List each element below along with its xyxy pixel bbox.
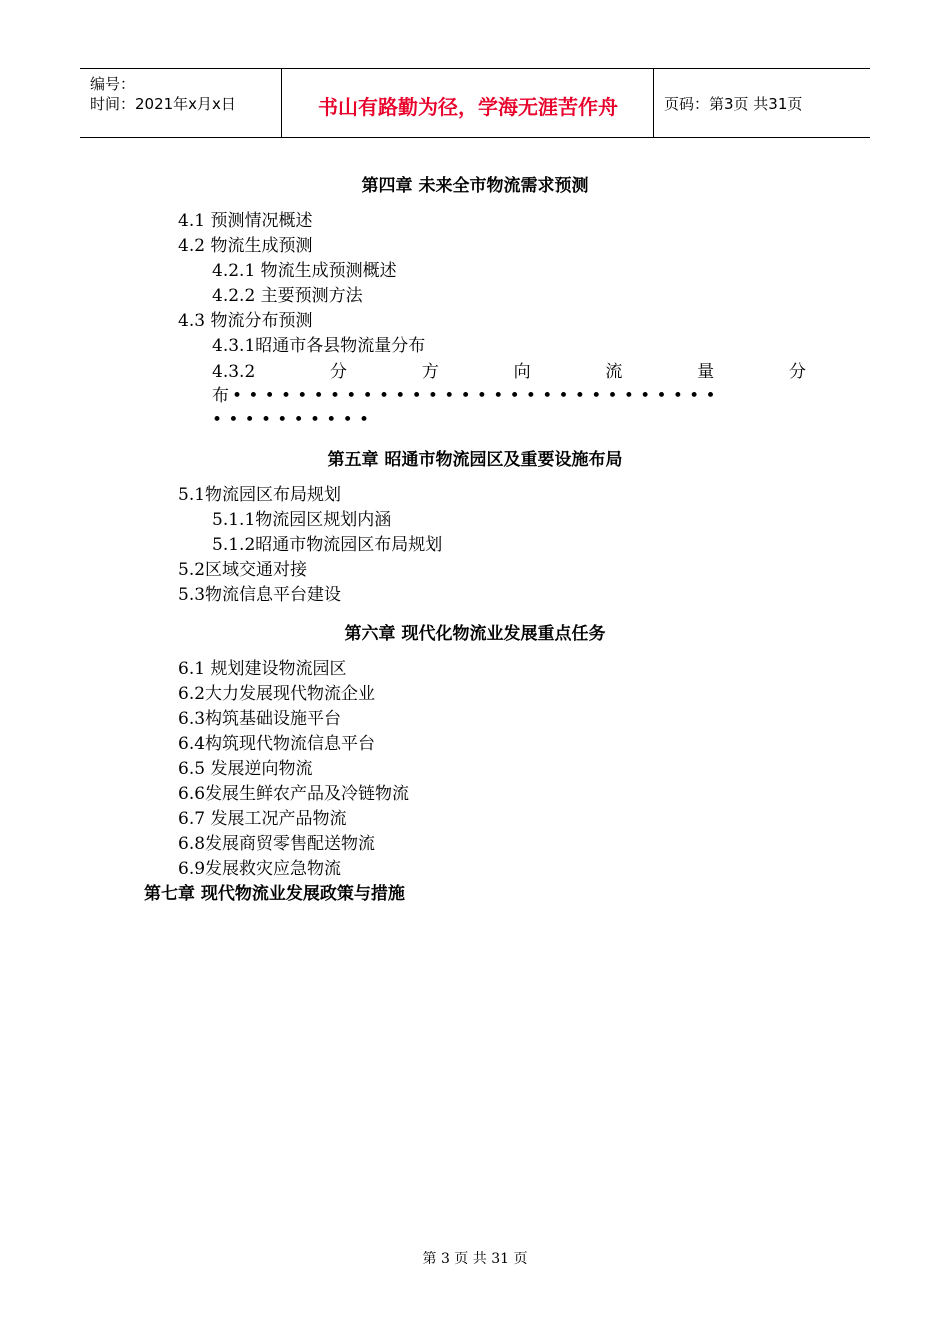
document-date-label: 时间：2021年x月x日 <box>90 95 236 113</box>
toc-entry-4-2: 4.2 物流生成预测 <box>178 236 313 256</box>
header-meta-cell <box>80 69 282 137</box>
toc-leader-dots: •••••••••••••••••••••••••••••• <box>232 386 722 406</box>
chapter-4-title: 第四章 未来全市物流需求预测 <box>361 176 589 196</box>
toc-entry-5-3: 5.3物流信息平台建设 <box>178 585 342 605</box>
chapter-5-title: 第五章 昭通市物流园区及重要设施布局 <box>327 450 623 470</box>
page-header <box>80 68 870 138</box>
toc-4-3-2-part: 分 <box>330 362 348 382</box>
page-footer: 第 3 页 共 31 页 <box>422 1251 528 1267</box>
header-motto: 书山有路勤为径，学海无涯苦作舟 <box>318 95 618 119</box>
header-motto-cell <box>282 69 654 137</box>
toc-4-3-2-part: 量 <box>697 362 715 382</box>
chapter-7-title: 第七章 现代物流业发展政策与措施 <box>144 884 405 904</box>
toc-entry-6-8: 6.8发展商贸零售配送物流 <box>178 834 376 854</box>
toc-entry-4-3-1: 4.3.1昭通市各县物流量分布 <box>212 336 426 356</box>
toc-entry-6-7: 6.7 发展工况产品物流 <box>178 809 347 829</box>
toc-entry-4-1: 4.1 预测情况概述 <box>178 211 313 231</box>
toc-4-3-2-part: 流 <box>605 362 623 382</box>
toc-entry-5-1-1: 5.1.1物流园区规划内涵 <box>212 510 392 530</box>
toc-entry-5-1-2: 5.1.2昭通市物流园区布局规划 <box>212 535 443 555</box>
toc-4-3-2-part: 方 <box>421 362 439 382</box>
toc-entry-5-2: 5.2区域交通对接 <box>178 560 308 580</box>
toc-entry-4-3: 4.3 物流分布预测 <box>178 311 313 331</box>
header-page-info: 页码：第3页 共31页 <box>664 95 803 113</box>
toc-entry-6-4: 6.4构筑现代物流信息平台 <box>178 734 376 754</box>
toc-leader-dots: •••••••••• <box>212 410 376 430</box>
toc-entry-5-1: 5.1物流园区布局规划 <box>178 485 342 505</box>
chapter-6-title: 第六章 现代化物流业发展重点任务 <box>344 624 606 644</box>
toc-entry-4-2-2: 4.2.2 主要预测方法 <box>212 286 363 306</box>
toc-4-3-2-continuation: 布 <box>212 386 229 406</box>
toc-entry-4-2-1: 4.2.1 物流生成预测概述 <box>212 261 397 281</box>
toc-entry-6-3: 6.3构筑基础设施平台 <box>178 709 342 729</box>
toc-entry-4-3-2 <box>212 362 806 384</box>
toc-entry-6-6: 6.6发展生鲜农产品及冷链物流 <box>178 784 410 804</box>
header-page-cell <box>654 69 870 137</box>
toc-4-3-2-part: 分 <box>788 362 806 382</box>
document-number-label: 编号： <box>90 75 136 93</box>
toc-entry-6-5: 6.5 发展逆向物流 <box>178 759 313 779</box>
toc-entry-6-1: 6.1 规划建设物流园区 <box>178 659 347 679</box>
toc-4-3-2-part: 向 <box>513 362 531 382</box>
toc-entry-6-2: 6.2大力发展现代物流企业 <box>178 684 376 704</box>
toc-4-3-2-part: 4.3.2 <box>212 362 256 382</box>
toc-entry-6-9: 6.9发展救灾应急物流 <box>178 859 342 879</box>
